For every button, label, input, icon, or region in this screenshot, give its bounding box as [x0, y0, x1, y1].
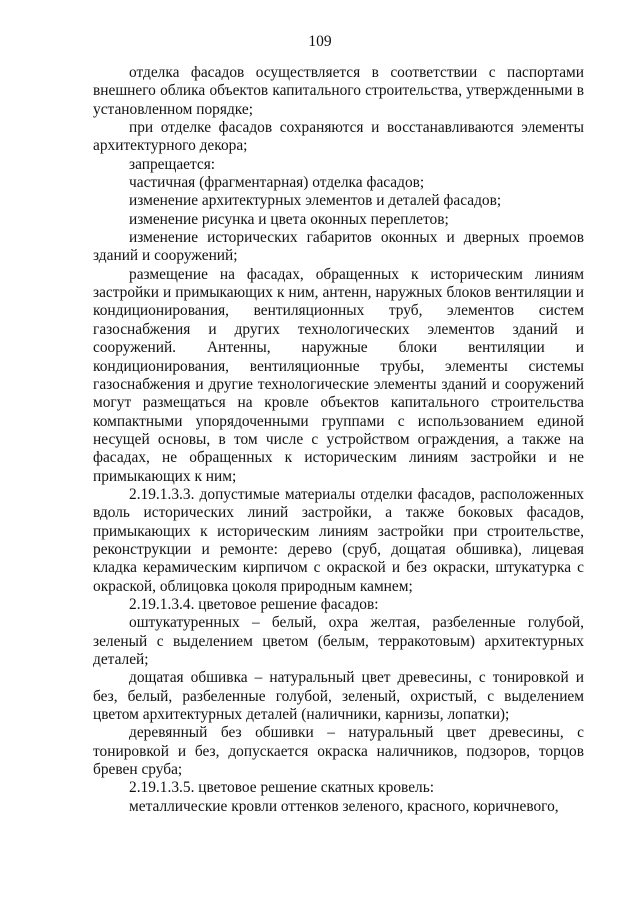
paragraph-plastered-colors: оштукатуренных – белый, охра желтая, разбеленные голубой, зеленый с выделением цветом (белым, терракотовым) архитектурных деталей; — [93, 614, 584, 668]
body-text — [93, 64, 584, 816]
paragraph-metal-roofs: металлические кровли оттенков зеленого, красного, коричневого, — [129, 797, 559, 815]
paragraph-clause-2-19-1-3-3: 2.19.1.3.3. допустимые материалы отделки фасадов, расположенных вдоль исторических линий застройки, а также боковых фасадов, примыкающих к историческим линиям застройки при строительстве, реконструкции и ремонте: дерево (сруб, дощатая обшивка), лицевая кладка керамическим кирпичом с окраской и без окраски, штукатурка с окраской, облицовка цоколя природным камнем; — [93, 485, 584, 595]
paragraph-partial-finishing: частичная (фрагментарная) отделка фасадов; — [129, 174, 425, 192]
paragraph-openings-dimensions: изменение исторических габаритов оконных и дверных проемов зданий и сооружений; — [93, 229, 584, 265]
paragraph-board-cladding-colors: дощатая обшивка – натуральный цвет древесины, с тонировкой и без, белый, разбеленные голубой, зеленый, охристый, с выделением цветом архитектурных деталей (наличники, карнизы, лопатки); — [93, 669, 584, 724]
paragraph-prohibited-heading: запрещается: — [129, 155, 216, 173]
paragraph-clause-2-19-1-3-5: 2.19.1.3.5. цветовое решение скатных кровель: — [129, 779, 435, 797]
page-number: 109 — [308, 33, 332, 50]
paragraph-wooden-no-cladding: деревянный без обшивки – натуральный цвет древесины, с тонировкой и без, допускается окраска наличников, подзоров, торцов бревен сруба; — [93, 724, 584, 779]
paragraph-architectural-elements-change: изменение архитектурных элементов и деталей фасадов; — [129, 192, 502, 210]
paragraph-clause-2-19-1-3-4: 2.19.1.3.4. цветовое решение фасадов: — [129, 595, 379, 613]
paragraph-equipment-placement: размещение на фасадах, обращенных к историческим линиям застройки и примыкающих к ним, антенн, наружных блоков вентиляции и кондиционирования, вентиляционных труб, элементов систем газоснабжения и других технологических элементов зданий и сооружений. Антенны, наружные блоки вентиляции и кондиционирования, вентиляционные трубы, элементы системы газоснабжения и другие технологические элементы зданий и сооружений могут размещаться на кровле объектов капитального строительства компактными упорядоченными группами с использованием единой несущей основы, в том числе с устройством ограждения, а также на фасадах, не обращенных к историческим линиям застройки и не примыкающих к ним; — [93, 265, 584, 485]
paragraph-architectural-decor: при отделке фасадов сохраняются и восстанавливаются элементы архитектурного декора; — [93, 119, 584, 155]
paragraph-window-frames-change: изменение рисунка и цвета оконных переплетов; — [129, 210, 449, 228]
paragraph-facade-finishing-passports: отделка фасадов осуществляется в соответствии с паспортами внешнего облика объектов капитального строительства, утвержденными в установленном порядке; — [93, 64, 584, 118]
